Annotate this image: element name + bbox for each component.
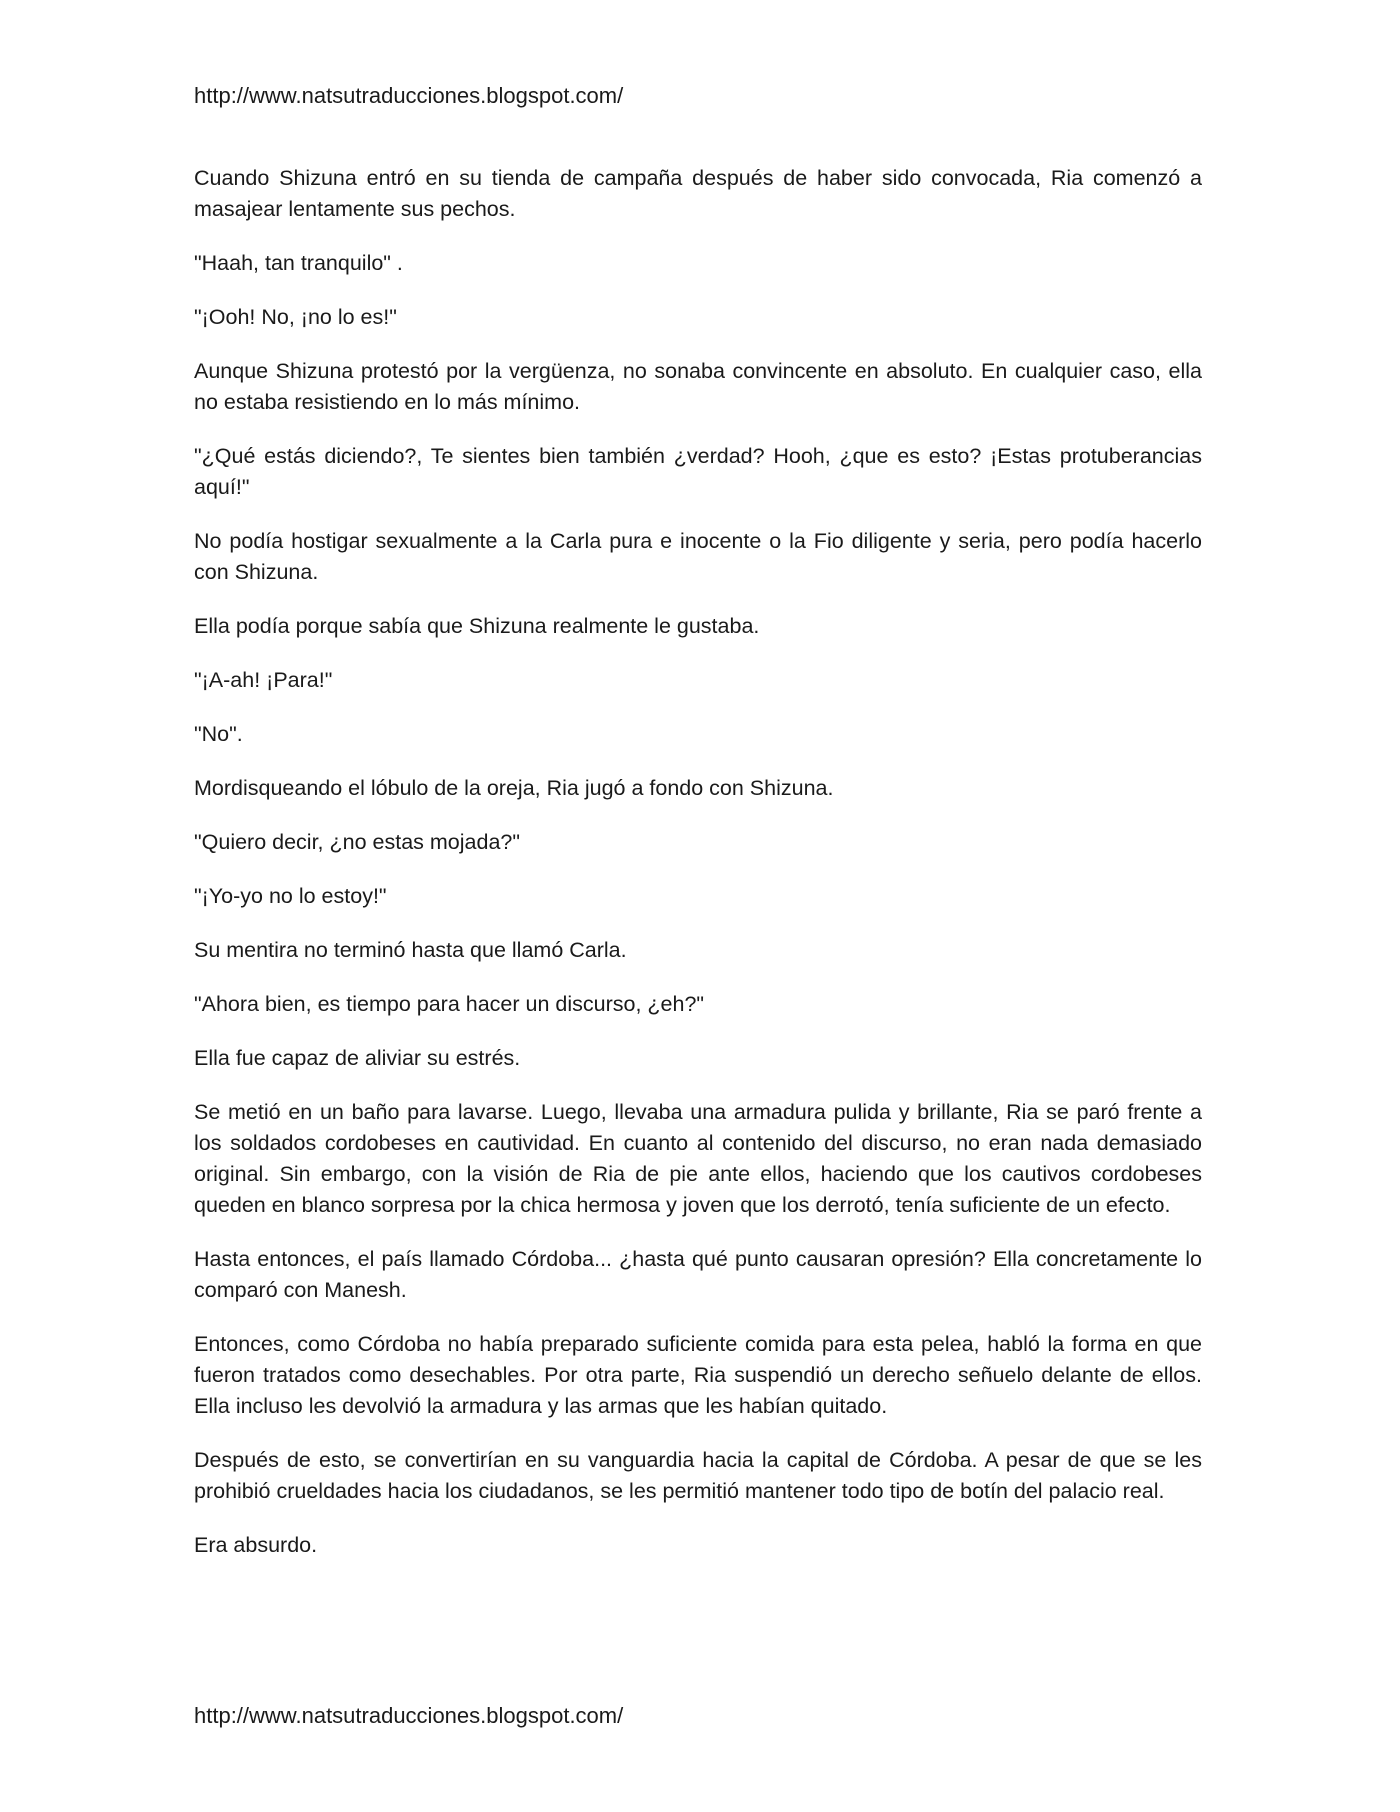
document-body bbox=[194, 163, 1202, 1584]
paragraph: No podía hostigar sexualmente a la Carla pura e inocente o la Fio diligente y seria, pero podía hacerlo con Shizuna. bbox=[194, 529, 1202, 584]
paragraph: "No". bbox=[194, 722, 243, 746]
paragraph: Era absurdo. bbox=[194, 1533, 318, 1557]
paragraph: Cuando Shizuna entró en su tienda de campaña después de haber sido convocada, Ria comenzó a masajear lentamente sus pechos. bbox=[194, 166, 1202, 221]
paragraph: "¡Yo-yo no lo estoy!" bbox=[194, 884, 387, 908]
paragraph: Se metió en un baño para lavarse. Luego, llevaba una armadura pulida y brillante, Ria se paró frente a los soldados cordobeses en cautividad. En cuanto al contenido del discurso, no eran nada demasiado original. Sin embargo, con la visión de Ria de pie ante ellos, haciendo que los cautivos cordobeses queden en blanco sorpresa por la chica hermosa y joven que los derrotó, tenía suficiente de un efecto. bbox=[194, 1100, 1202, 1217]
paragraph: "¡A-ah! ¡Para!" bbox=[194, 668, 333, 692]
footer-url: http://www.natsutraducciones.blogspot.com/ bbox=[194, 1703, 624, 1728]
paragraph: "¡Ooh! No, ¡no lo es!" bbox=[194, 305, 397, 329]
paragraph: Hasta entonces, el país llamado Córdoba... ¿hasta qué punto causaran opresión? Ella concretamente lo comparó con Manesh. bbox=[194, 1247, 1202, 1302]
paragraph: "Ahora bien, es tiempo para hacer un discurso, ¿eh?" bbox=[194, 992, 705, 1016]
header-url: http://www.natsutraducciones.blogspot.com/ bbox=[194, 83, 624, 108]
paragraph: Mordisqueando el lóbulo de la oreja, Ria jugó a fondo con Shizuna. bbox=[194, 776, 834, 800]
paragraph: Ella fue capaz de aliviar su estrés. bbox=[194, 1046, 521, 1070]
paragraph: Entonces, como Córdoba no había preparado suficiente comida para esta pelea, habló la forma en que fueron tratados como desechables. Por otra parte, Ria suspendió un derecho señuelo delante de ellos. Ella incluso les devolvió la armadura y las armas que les habían quitado. bbox=[194, 1332, 1202, 1418]
paragraph: "Haah, tan tranquilo" . bbox=[194, 251, 403, 275]
paragraph: Ella podía porque sabía que Shizuna realmente le gustaba. bbox=[194, 614, 760, 638]
paragraph: Después de esto, se convertirían en su vanguardia hacia la capital de Córdoba. A pesar de que se les prohibió crueldades hacia los ciudadanos, se les permitió mantener todo tipo de botín del palacio real. bbox=[194, 1448, 1202, 1503]
paragraph: Su mentira no terminó hasta que llamó Carla. bbox=[194, 938, 627, 962]
paragraph: Aunque Shizuna protestó por la vergüenza, no sonaba convincente en absoluto. En cualquier caso, ella no estaba resistiendo en lo más mínimo. bbox=[194, 359, 1202, 414]
paragraph: "Quiero decir, ¿no estas mojada?" bbox=[194, 830, 520, 854]
paragraph: "¿Qué estás diciendo?, Te sientes bien también ¿verdad? Hooh, ¿que es esto? ¡Estas protuberancias aquí!" bbox=[194, 444, 1202, 499]
